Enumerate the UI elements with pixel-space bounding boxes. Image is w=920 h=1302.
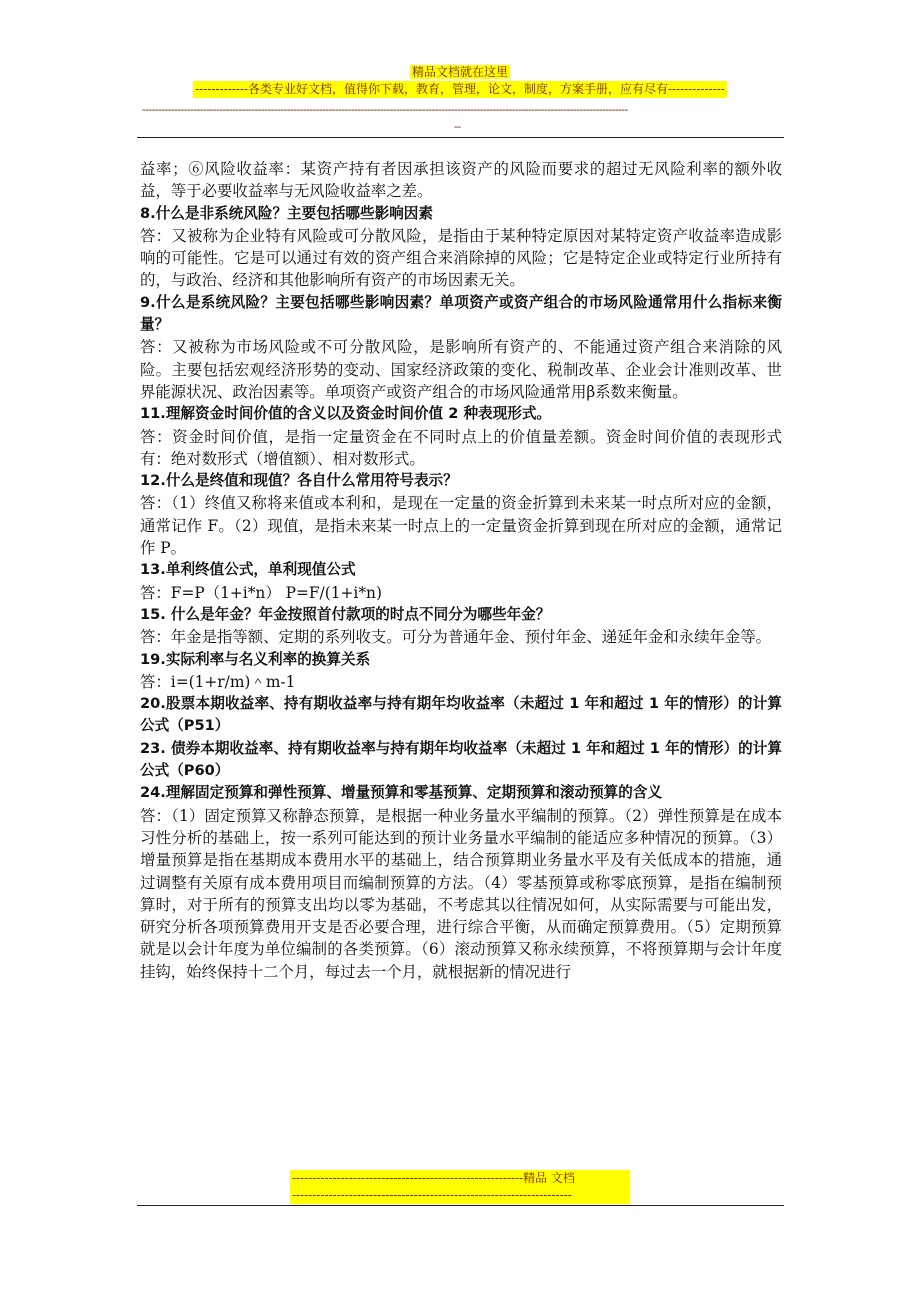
answer-paragraph: 答：F=P（1+i*n） P=F/(1+i*n)	[140, 583, 382, 602]
header-title: 精品文档就在这里	[411, 65, 508, 79]
header-dash-line: -------------------------------------------------------------------------------------------------------------------------------------------------------	[142, 103, 628, 116]
answer-paragraph: 答：又被称为市场风险或不可分散风险，是影响所有资产的、不能通过资产组合来消除的风险。主要包括宏观经济形势的变动、国家经济政策的变化、税制改革、企业会计准则改革、世界能源状况、政治因素等。单项资产或资产组合的市场风险通常用β系数来衡量。	[140, 338, 782, 401]
question-heading: 19.实际利率与名义利率的换算关系	[140, 650, 371, 668]
header-divider	[137, 137, 784, 138]
footer-line-1: ---------------------------------------------------------精品 文档	[290, 1170, 630, 1187]
answer-paragraph: 答：（1）固定预算又称静态预算，是根据一种业务量水平编制的预算。（2）弹性预算是在成本习性分析的基础上，按一系列可能达到的预计业务量水平编制的能适应多种情况的预算。（3）增量预算是指在基期成本费用水平的基础上，结合预算期业务量水平及有关低成本的措施，通过调整有关原有成本费用项目而编制预算的方法。（4）零基预算或称零底预算，是指在编制预算时，对于所有的预算支出均以零为基础，不考虑其以往情况如何，从实际需要与可能出发，研究分析各项预算费用开支是否必要合理，进行综合平衡，从而确定预算费用。（5）定期预算就是以会计年度为单位编制的各类预算。（6）滚动预算又称永续预算，不将预算期与会计年度挂钩，始终保持十二个月，每过去一个月，就根据新的情况进行	[140, 806, 782, 981]
document-body	[140, 158, 782, 983]
question-heading: 12.什么是终值和现值？各自什么常用符号表示？	[140, 472, 458, 490]
question-heading: 11.理解资金时间价值的含义以及资金时间价值 2 种表现形式。	[140, 405, 552, 423]
question-heading: 9.什么是系统风险？主要包括哪些影响因素？单项资产或资产组合的市场风险通常用什么指标来衡量？	[140, 293, 782, 334]
question-heading: 20.股票本期收益率、持有期收益率与持有期年均收益率（未超过 1 年和超过 1 年的情形）的计算公式（P51）	[140, 695, 782, 735]
answer-paragraph: 益率；⑥风险收益率：某资产持有者因承担该资产的风险而要求的超过无风险利率的额外收益，等于必要收益率与无风险收益率之差。	[140, 160, 782, 201]
answer-paragraph: 答：年金是指等额、定期的系列收支。可分为普通年金、预付年金、递延年金和永续年金等。	[140, 628, 772, 647]
footer-divider	[137, 1205, 784, 1206]
header-dash-line-continued: --	[454, 120, 461, 133]
answer-paragraph: 答：又被称为企业特有风险或可分散风险，是指由于某种特定原因对某特定资产收益率造成影响的可能性。它是可以通过有效的资产组合来消除掉的风险；它是特定企业或特定行业所持有的，与政治、经济和其他影响所有资产的市场因素无关。	[140, 226, 782, 290]
question-heading: 8.什么是非系统风险？主要包括哪些影响因素	[140, 204, 433, 222]
page-header	[0, 64, 920, 103]
question-heading: 13.单利终值公式，单利现值公式	[140, 561, 356, 579]
question-heading: 24.理解固定预算和弹性预算、增量预算和零基预算、定期预算和滚动预算的含义	[140, 784, 663, 802]
question-heading: 15. 什么是年金？年金按照首付款项的时点不同分为哪些年金？	[140, 605, 551, 623]
header-subtitle: -------------各类专业好文档，值得你下载，教育，管理，论文，制度，方案手册，应有尽有--------------	[195, 82, 725, 96]
answer-paragraph: 答：i=(1+r/m)＾m-1	[140, 672, 296, 691]
page-footer	[290, 1170, 630, 1204]
question-heading: 23. 债券本期收益率、持有期收益率与持有期年均收益率（未超过 1 年和超过 1 年的情形）的计算公式（P60）	[140, 739, 782, 780]
answer-paragraph: 答：资金时间价值，是指一定量资金在不同时点上的价值量差额。资金时间价值的表现形式有：绝对数形式（增值额）、相对数形式。	[140, 427, 782, 468]
answer-paragraph: 答：（1）终值又称将来值或本利和，是现在一定量的资金折算到未来某一时点所对应的金额，通常记作 F。（2）现值，是指未来某一时点上的一定量资金折算到现在所对应的金额，通常记作 P。	[140, 494, 782, 558]
footer-line-2: ---------------------------------------------------------------------	[290, 1187, 630, 1204]
